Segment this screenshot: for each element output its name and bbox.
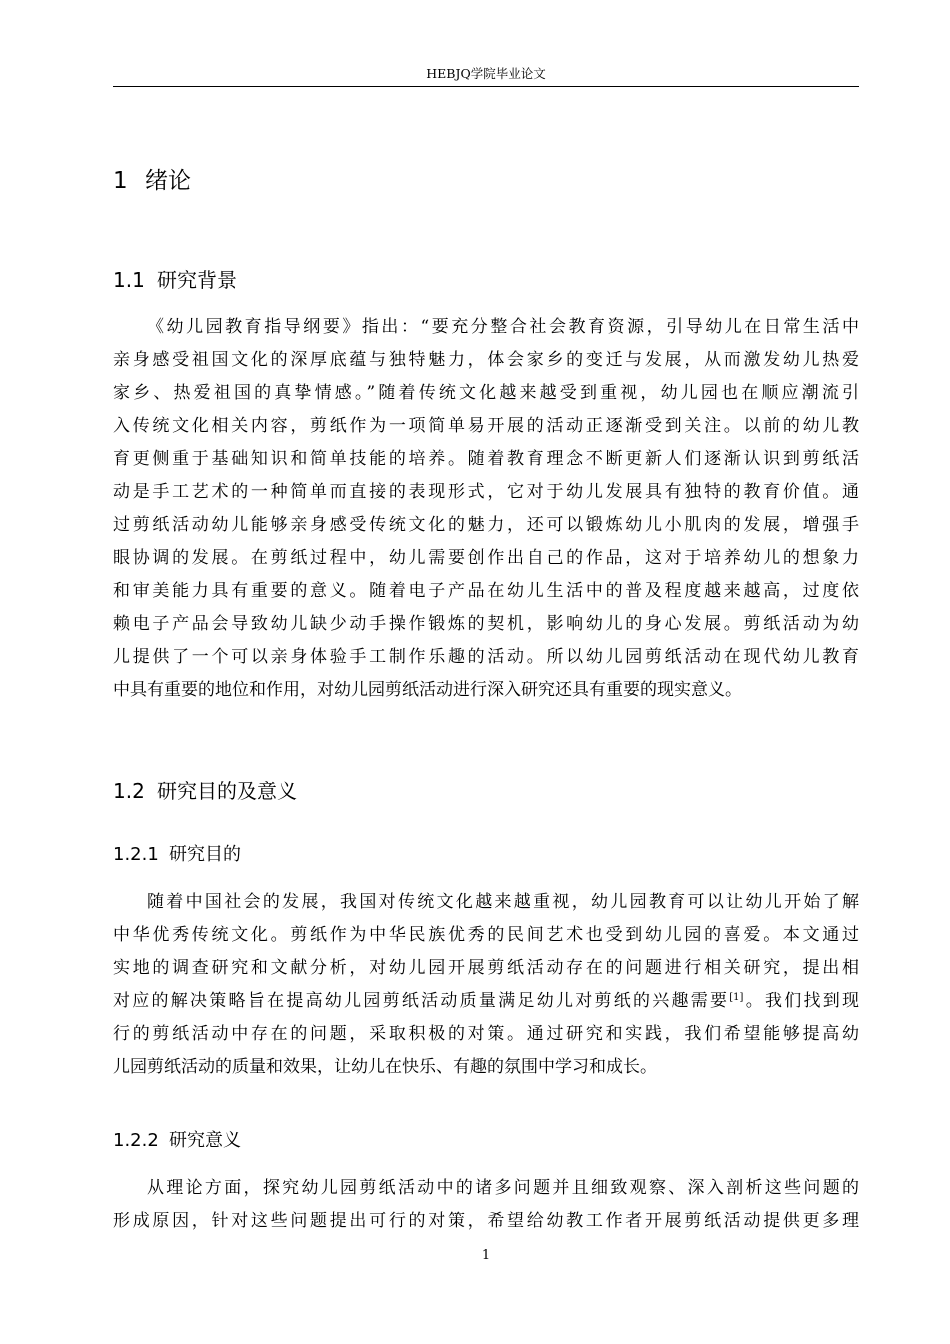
running-header: HEBJQ学院毕业论文 <box>426 66 546 81</box>
section-1-2-2-number: 1.2.2 <box>113 1130 159 1151</box>
paragraph-line: 家乡、热爱祖国的真挚情感。”随着传统文化越来越受到重视，幼儿园也在顺应潮流引 <box>113 383 859 403</box>
paragraph-line: 《幼儿园教育指导纲要》指出：“要充分整合社会教育资源，引导幼儿在日常生活中 <box>147 317 859 337</box>
paragraph-line: 中华优秀传统文化。剪纸作为中华民族优秀的民间艺术也受到幼儿园的喜爱。本文通过 <box>113 925 859 945</box>
section-1-1-title: 研究背景 <box>157 268 237 292</box>
paragraph-line-with-citation <box>113 985 859 1018</box>
page-number: 1 <box>481 1248 491 1263</box>
line-text: 。我们找到现 <box>743 991 860 1011</box>
paragraph-line: 入传统文化相关内容，剪纸作为一项简单易开展的活动正逐渐受到关注。以前的幼儿教 <box>113 416 859 436</box>
section-1-2-1-heading <box>113 840 241 866</box>
section-1-2-2-title: 研究意义 <box>169 1130 241 1151</box>
paragraph-research-significance <box>113 1172 859 1238</box>
citation-ref[interactable]: [1] <box>729 992 744 1003</box>
section-1-2-number: 1.2 <box>113 779 145 803</box>
section-1-1-heading <box>113 264 237 293</box>
paragraph-line: 动是手工艺术的一种简单而直接的表现形式，它对于幼儿发展具有独特的教育价值。通 <box>113 482 859 502</box>
paragraph-line: 过剪纸活动幼儿能够亲身感受传统文化的魅力，还可以锻炼幼儿小肌肉的发展，增强手 <box>113 515 859 535</box>
paragraph-line: 育更侧重于基础知识和简单技能的培养。随着教育理念不断更新人们逐渐认识到剪纸活 <box>113 449 859 469</box>
paragraph-line: 随着中国社会的发展，我国对传统文化越来越重视，幼儿园教育可以让幼儿开始了解 <box>147 892 859 912</box>
header-rule <box>113 86 859 87</box>
paragraph-line: 行的剪纸活动中存在的问题，采取积极的对策。通过研究和实践，我们希望能够提高幼 <box>113 1024 859 1044</box>
paragraph-line: 眼协调的发展。在剪纸过程中，幼儿需要创作出自己的作品，这对于培养幼儿的想象力 <box>113 548 859 568</box>
paragraph-line: 形成原因，针对这些问题提出可行的对策，希望给幼教工作者开展剪纸活动提供更多理 <box>113 1211 859 1231</box>
paragraph-line: 儿提供了一个可以亲身体验手工制作乐趣的活动。所以幼儿园剪纸活动在现代幼儿教育 <box>113 647 859 667</box>
chapter-number: 1 <box>113 168 128 194</box>
paragraph-line: 实地的调查研究和文献分析，对幼儿园开展剪纸活动存在的问题进行相关研究，提出相 <box>113 958 859 978</box>
paragraph-line: 亲身感受祖国文化的深厚底蕴与独特魅力，体会家乡的变迁与发展，从而激发幼儿热爱 <box>113 350 859 370</box>
paragraph-research-purpose <box>113 886 859 1084</box>
section-1-2-title: 研究目的及意义 <box>157 779 297 803</box>
section-1-1-number: 1.1 <box>113 268 145 292</box>
chapter-title: 绪论 <box>145 168 191 194</box>
paragraph-research-background <box>113 311 859 707</box>
line-text: 对应的解决策略旨在提高幼儿园剪纸活动质量满足幼儿对剪纸的兴趣需要 <box>113 991 730 1011</box>
paragraph-line: 赖电子产品会导致幼儿缺少动手操作锻炼的契机，影响幼儿的身心发展。剪纸活动为幼 <box>113 614 859 634</box>
section-1-2-heading <box>113 775 297 804</box>
section-1-2-1-number: 1.2.1 <box>113 844 159 865</box>
paragraph-line: 儿园剪纸活动的质量和效果，让幼儿在快乐、有趣的氛围中学习和成长。 <box>113 1057 657 1077</box>
section-1-2-2-heading <box>113 1126 241 1152</box>
chapter-heading <box>113 162 191 195</box>
paragraph-line: 中具有重要的地位和作用，对幼儿园剪纸活动进行深入研究还具有重要的现实意义。 <box>113 680 742 700</box>
paragraph-line: 从理论方面，探究幼儿园剪纸活动中的诸多问题并且细致观察、深入剖析这些问题的 <box>147 1178 859 1198</box>
section-1-2-1-title: 研究目的 <box>169 844 241 865</box>
paragraph-line: 和审美能力具有重要的意义。随着电子产品在幼儿生活中的普及程度越来越高，过度依 <box>113 581 859 601</box>
